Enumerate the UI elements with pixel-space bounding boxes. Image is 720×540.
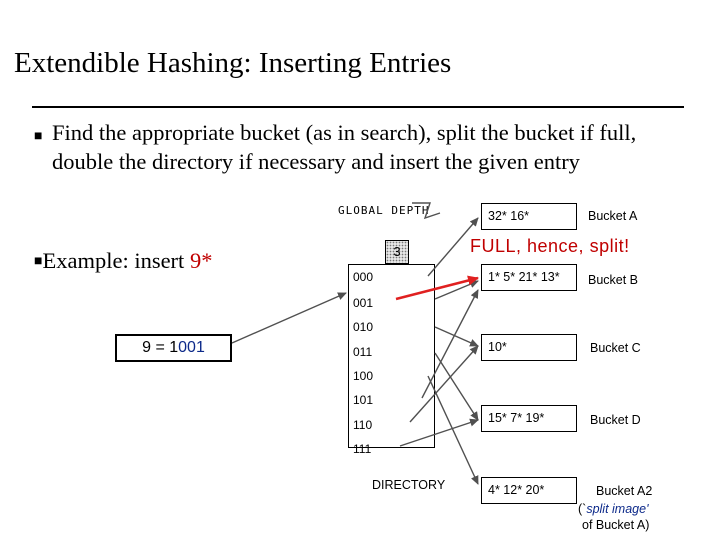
bullet-text: Find the appropriate bucket (as in search), split the bucket if full, double the directory if necessary and insert the given entry <box>52 120 637 174</box>
directory-label: DIRECTORY <box>372 478 446 492</box>
global-depth-label: GLOBAL DEPTH <box>338 204 430 217</box>
example-value: 9* <box>189 248 213 273</box>
page-title: Extendible Hashing: Inserting Entries <box>14 47 452 79</box>
directory-entry-100: 100 <box>353 369 374 383</box>
directory-entry-000: 000 <box>353 270 374 284</box>
pointer-111 <box>400 420 478 446</box>
global-depth-connector <box>412 203 440 218</box>
bucket-a-label: Bucket A <box>588 209 638 223</box>
hash-note-bits: 001 <box>178 339 205 356</box>
split-note-open: (` <box>578 502 587 516</box>
bucket-b-label: Bucket B <box>588 273 639 287</box>
bucket-d-label: Bucket D <box>590 413 641 427</box>
directory-entry-111: 111 <box>353 442 372 456</box>
bucket-b-box: 1* 5* 21* 13* <box>481 264 577 291</box>
directory-entry-110: 110 <box>353 418 373 432</box>
directory-entry-101: 101 <box>353 393 374 407</box>
pointer-100 <box>428 376 478 484</box>
bucket-a2-box: 4* 12* 20* <box>481 477 577 504</box>
example-prefix: Example: insert <box>42 248 190 273</box>
split-image-note-line2: of Bucket A) <box>582 518 650 532</box>
directory-entry-001: 001 <box>353 296 374 310</box>
split-note-italic: split image' <box>586 502 649 516</box>
bucket-c-label: Bucket C <box>590 341 641 355</box>
hash-note-arrow <box>232 293 346 343</box>
bucket-a-box: 32* 16* <box>481 203 577 230</box>
directory-entry-011: 011 <box>353 345 373 359</box>
bucket-c-box: 10* <box>481 334 577 361</box>
insert-arrow <box>396 278 478 299</box>
bucket-d-box: 15* 7* 19* <box>481 405 577 432</box>
bullet-square-icon: ■ <box>34 254 43 269</box>
global-depth-box: 3 <box>385 240 409 264</box>
pointer-000 <box>428 218 478 276</box>
bullet-square-icon: ■ <box>34 129 43 144</box>
hash-note-prefix: 9 = 1 <box>142 339 179 356</box>
pointer-101 <box>422 290 478 398</box>
full-split-note: FULL, hence, split! <box>470 236 630 256</box>
bucket-a2-label: Bucket A2 <box>596 484 653 498</box>
pointer-010 <box>435 327 478 346</box>
directory-entry-010: 010 <box>353 320 374 334</box>
